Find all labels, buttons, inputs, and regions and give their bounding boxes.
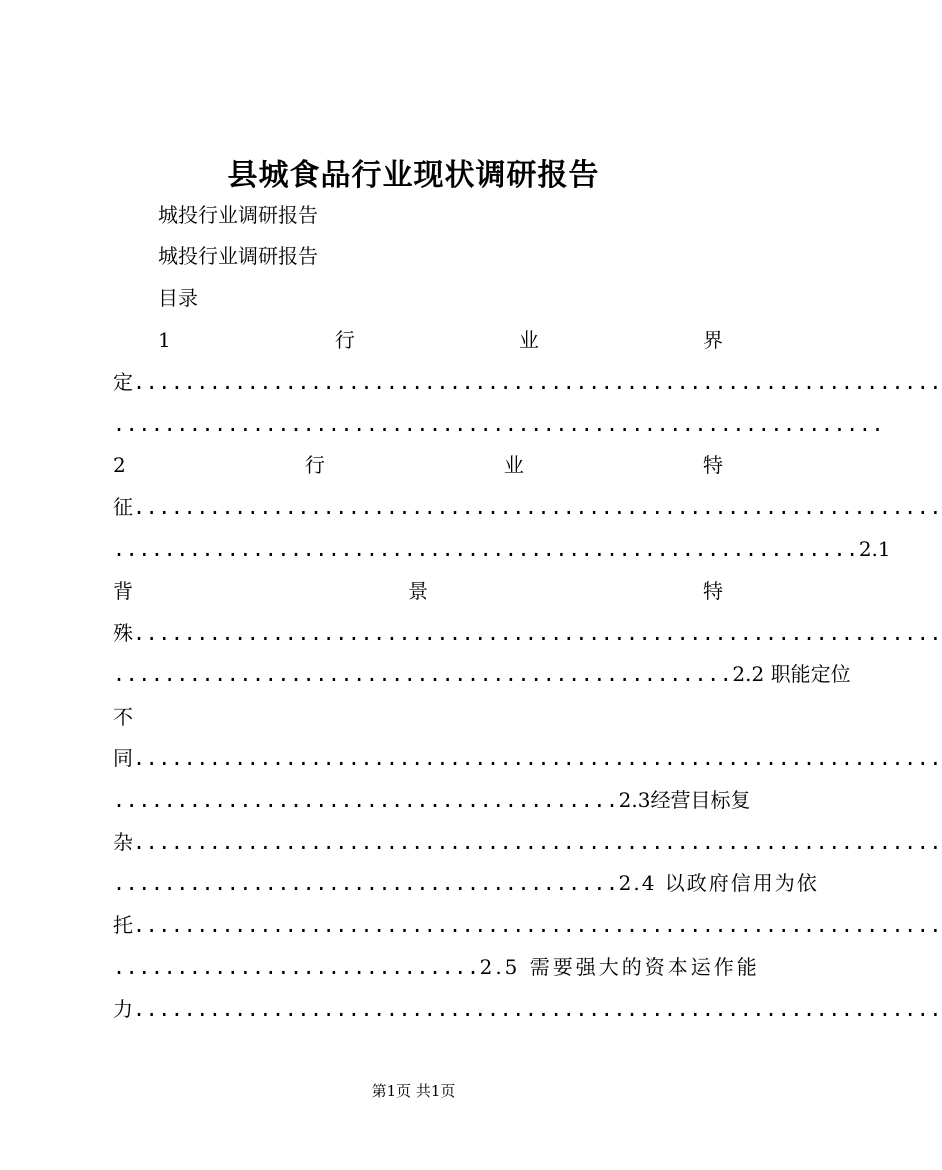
dot-leader: ................................................. — [113, 662, 733, 686]
toc-heading: 目录 — [158, 286, 198, 310]
toc-item-2-5-char: 力 — [113, 997, 133, 1021]
dot-leader: ................................................................ — [133, 370, 942, 394]
toc-item-2-number: 2 — [113, 453, 126, 477]
toc-item-2-1-char: 景 — [408, 579, 428, 603]
toc-item-1-char: 界 — [702, 328, 723, 352]
toc-item-2 — [113, 453, 723, 477]
toc-leader-line — [113, 621, 942, 645]
dot-leader: ................................................................ — [133, 746, 942, 770]
toc-leader-line — [113, 955, 760, 979]
toc-leader-line — [113, 746, 942, 770]
toc-leader-line — [113, 913, 942, 937]
toc-item-2-char: 特 — [702, 453, 723, 477]
toc-leader-line — [113, 495, 942, 519]
toc-item-2-3-number: 2.3 — [618, 788, 651, 812]
toc-leader-line — [113, 788, 751, 812]
toc-leader-line — [113, 871, 819, 895]
dot-leader: ........................................................... — [113, 537, 859, 561]
toc-item-1-char: 定 — [113, 370, 133, 394]
toc-item-2-3-char: 目 — [690, 788, 711, 812]
toc-item-2-3-char: 复 — [730, 788, 751, 812]
dot-leader: ................................................................ — [133, 830, 942, 854]
intro-line-2: 城投行业调研报告 — [158, 244, 318, 268]
toc-leader-line — [113, 997, 942, 1021]
dot-leader: ................................................................ — [133, 621, 942, 645]
toc-item-1-char: 行 — [334, 328, 355, 352]
toc-item-1 — [158, 328, 723, 352]
intro-line-1: 城投行业调研报告 — [158, 203, 318, 227]
dot-leader: ........................................ — [113, 788, 619, 812]
toc-item-2-2-char: 同 — [113, 746, 133, 770]
dot-leader: ............................. — [113, 955, 480, 979]
toc-item-2-1-char: 特 — [703, 579, 723, 603]
toc-item-2-2-label: 2.2 职能定位 — [732, 662, 851, 686]
toc-item-2-char: 业 — [503, 453, 524, 477]
toc-item-2-1 — [113, 579, 723, 603]
page-title: 县城食品行业现状调研报告 — [227, 158, 600, 193]
toc-item-2-char: 行 — [304, 453, 325, 477]
toc-item-2-1-char: 背 — [113, 579, 133, 603]
toc-leader-line — [113, 830, 942, 854]
toc-leader-line — [113, 537, 891, 561]
toc-item-2-5-label: 2.5 需要强大的资本运作能 — [479, 955, 760, 979]
dot-leader: ................................................................ — [133, 913, 942, 937]
dot-leader: ............................................................. — [113, 412, 885, 436]
toc-item-1-number: 1 — [158, 328, 171, 352]
toc-leader-line — [113, 412, 885, 436]
toc-item-2-3-char: 标 — [710, 788, 731, 812]
toc-item-2-1-number: 2.1 — [858, 537, 891, 561]
toc-item-2-3-char: 营 — [670, 788, 691, 812]
toc-leader-line — [113, 370, 942, 394]
page-footer: 第1页 共1页 — [371, 1082, 456, 1100]
toc-item-2-4-label: 2.4 以政府信用为依 — [618, 871, 819, 895]
toc-item-2-2-char: 不 — [113, 705, 133, 729]
toc-item-2-4-char: 托 — [113, 913, 133, 937]
dot-leader: ................................................................ — [133, 495, 942, 519]
dot-leader: ........................................ — [113, 871, 619, 895]
toc-item-1-char: 业 — [518, 328, 539, 352]
toc-item-2-char: 征 — [113, 495, 133, 519]
toc-item-2-1-char: 殊 — [113, 621, 133, 645]
toc-item-2-3-char: 杂 — [113, 830, 133, 854]
toc-leader-line — [113, 662, 851, 686]
toc-item-2-3-char: 经 — [650, 788, 671, 812]
dot-leader: ................................................................ — [133, 997, 942, 1021]
